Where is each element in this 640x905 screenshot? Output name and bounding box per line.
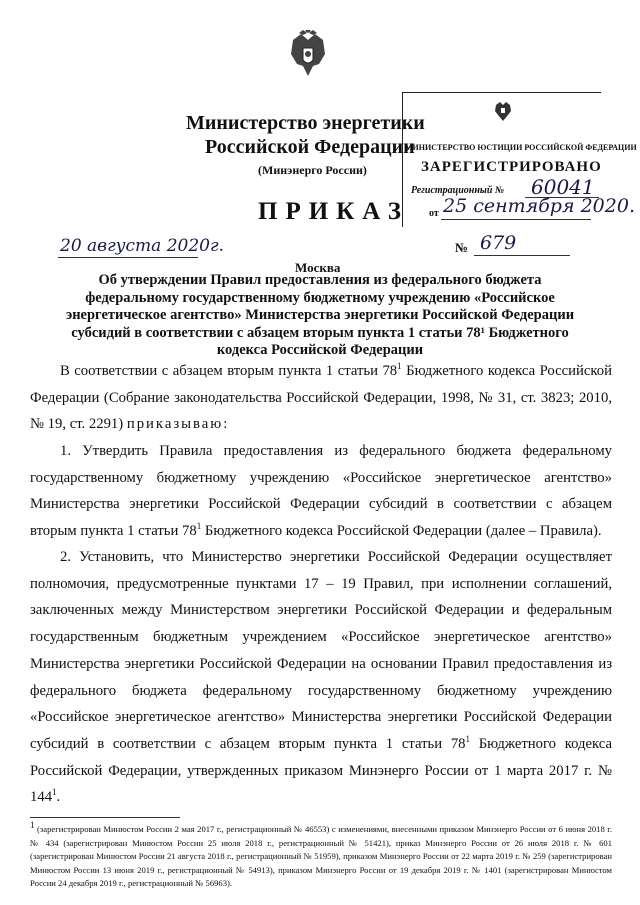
stamp-regnum-label: Регистрационный № xyxy=(411,185,505,196)
coat-of-arms-emblem xyxy=(285,30,331,82)
order-number-label: № xyxy=(455,240,469,255)
paragraph-1 xyxy=(30,438,612,545)
paragraph-intro xyxy=(30,358,612,438)
stamp-emblem-icon xyxy=(493,101,513,123)
stamp-regnum-value: 60041 xyxy=(531,175,595,199)
order-number-underline xyxy=(474,255,570,256)
p1-text-a: 1. Утвердить Правила предоставления из федерального бюджета федеральному государственному бюджетному учреждению «Российское энергетическое агентство» Министерства энергетики Российской Федерации субсидий в соответствии с абзацем вторым пункта 1 статьи 78 xyxy=(30,443,612,540)
stamp-date-underline xyxy=(441,219,591,220)
footnote-reference: 1 xyxy=(52,787,57,798)
p2-text-c: . xyxy=(56,789,61,806)
stamp-date-label: от xyxy=(429,208,439,219)
footnote xyxy=(30,820,612,891)
order-date: 20 августа 2020г. xyxy=(60,236,224,256)
footnote-divider xyxy=(30,817,180,818)
superscript-marker: 1 xyxy=(465,734,471,745)
p2-text-b: Бюджетного кодекса Российской Федерации, утвержденных приказом Минэнерго России от 1 марта 2017 г. № 144 xyxy=(30,735,612,806)
stamp-date-value: 25 сентября 2020. xyxy=(443,195,635,217)
p1-text-b: Бюджетного кодекса Российской Федерации (далее – Правила). xyxy=(201,523,602,540)
order-number-value: 679 xyxy=(480,232,517,254)
ministry-short-name: (Минэнерго России) xyxy=(258,163,367,177)
order-date-underline xyxy=(58,257,198,258)
footnote-marker: 1 xyxy=(30,820,35,831)
ministry-name-line1: Министерство энергетики xyxy=(186,112,425,134)
stamp-authority-title: МИНИСТЕРСТВО ЮСТИЦИИ РОССИЙСКОЙ ФЕДЕРАЦИИ xyxy=(405,143,637,152)
paragraph-2 xyxy=(30,544,612,811)
p2-text-a: 2. Установить, что Министерство энергетики Российской Федерации осуществляет полномочия, предусмотренные пунктами 17 – 19 Правил, при исполнении соглашений, заключенных между Министерством энергетики Российской Федерации и федеральным государственным бюджетным учреждением «Российское энергетическое агентство» Министерства энергетики Российской Федерации на основании Правил предоставления из федерального бюджета федеральному государственному бюджетному учреждению «Российское энергетическое агентство» Министерства энергетики Российской Федерации субсидий в соответствии с абзацем вторым пункта 1 статьи 78 xyxy=(30,549,612,752)
order-title: Об утверждении Правил предоставления из федерального бюджета федеральному государственному бюджетному учреждению «Российское энергетическое агентство» Министерства энергетики Российской Федерации субсидий в соответствии с абзацем вторым пункта 1 статьи 78¹ Бюджетного кодекса Российской Федерации xyxy=(65,272,575,358)
registration-stamp xyxy=(402,92,637,227)
intro-text-b: Бюджетного кодекса Российской Федерации (Собрание законодательства Российской Федерации, 1998, № 31, ст. 3823; 2010, № 19, ст. 2291) xyxy=(30,363,612,433)
document-type-heading: ПРИКАЗ xyxy=(258,198,409,225)
superscript-marker: 1 xyxy=(196,521,202,532)
city-name: Москва xyxy=(295,260,341,275)
footnote-text: (зарегистрирован Минюстом России 2 мая 2017 г., регистрационный № 46553) с изменениями, внесенными приказом Минэнерго России от 6 июня 2018 г. № 434 (зарегистрирован Минюстом России 25 июля 2018 г., регистрационный № 51421), приказ Минэнерго России от 26 июля 2018 г. № 601 (зарегистрирован Минюстом России 21 августа 2018 г., регистрационный № 51959), приказом Минэнерго России от 22 марта 2019 г. № 259 (зарегистрирован Минюстом России 13 июня 2019 г., регистрационный № 54913), приказом Минэнерго России от 19 декабря 2019 г. № 1401 (зарегистрирован Минюстом России 24 декабря 2019 г., регистрационный № 56963). xyxy=(30,824,612,889)
intro-text-a: В соответствии с абзацем вторым пункта 1 статьи 78 xyxy=(60,363,398,379)
superscript-marker: 1 xyxy=(397,361,402,372)
intro-decree-word: приказываю: xyxy=(126,416,230,433)
stamp-registered-text: ЗАРЕГИСТРИРОВАНО xyxy=(421,159,602,175)
ministry-name-line2: Российской Федерации xyxy=(205,136,415,158)
